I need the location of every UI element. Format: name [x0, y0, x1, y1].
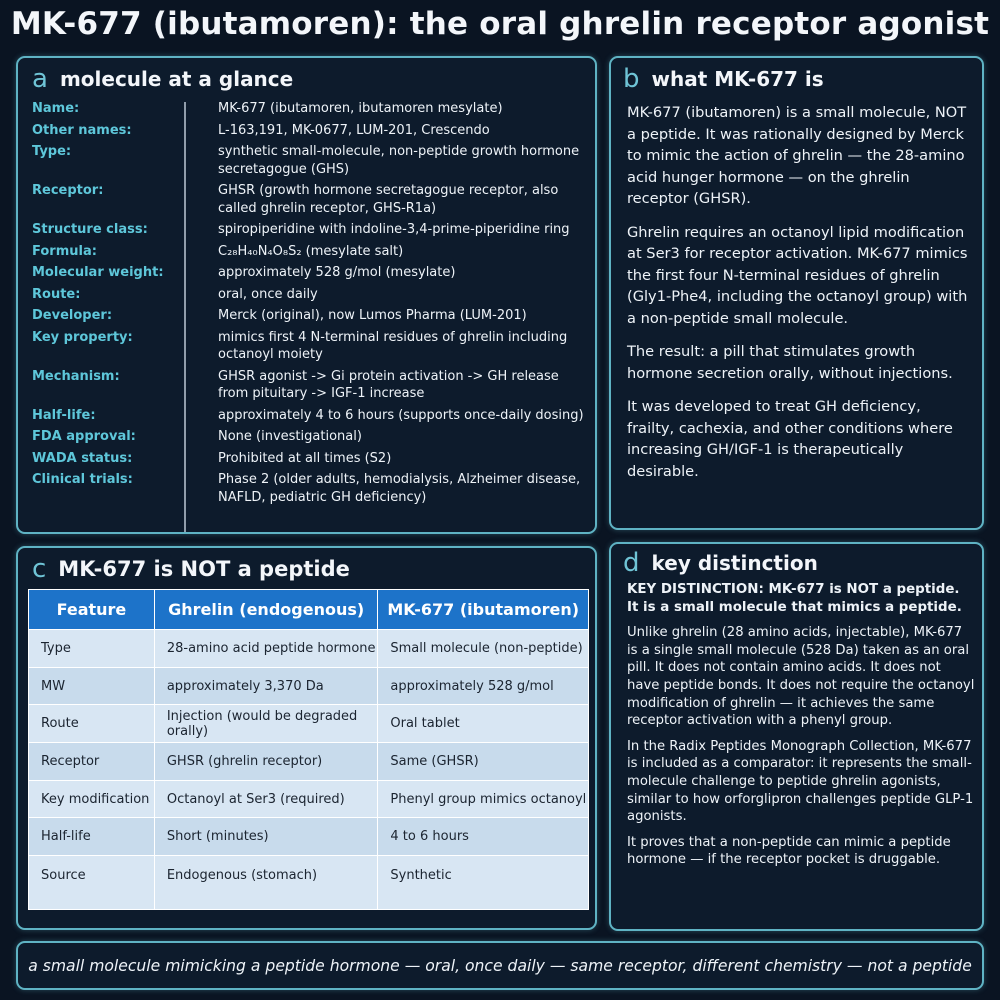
- table-cell: MW: [29, 667, 155, 705]
- property-value: approximately 528 g/mol (mesylate): [218, 265, 456, 280]
- table-row: [29, 780, 589, 818]
- comparison-table: [28, 589, 589, 910]
- property-row: [32, 368, 587, 403]
- property-row: [32, 471, 587, 506]
- table-cell: Receptor: [29, 743, 155, 781]
- table-cell: Key modification: [29, 780, 155, 818]
- table-cell: Octanoyl at Ser3 (required): [154, 780, 378, 818]
- table-cell: Source: [29, 856, 155, 910]
- property-key: Name:: [32, 101, 80, 116]
- property-value: oral, once daily: [218, 286, 318, 302]
- property-value: mimics first 4 N-terminal residues of ghrelin including octanoyl moiety: [218, 329, 568, 362]
- column-header: Feature: [29, 590, 155, 630]
- table-row: [29, 818, 589, 856]
- paragraph: In the Radix Peptides Monograph Collection, MK-677 is included as a comparator: it represents the small-molecule challenge to peptide ghrelin agonists, similar to how orforglipron challenges peptide GLP-1 agonists.: [627, 738, 974, 825]
- property-key: Receptor:: [32, 183, 104, 198]
- table-row: [29, 743, 589, 781]
- property-value: Phase 2 (older adults, hemodialysis, Alzheimer disease, NAFLD, pediatric GH deficiency): [218, 472, 581, 505]
- property-row: [32, 221, 587, 239]
- table-cell: Phenyl group mimics octanoyl: [378, 780, 589, 818]
- panel-header: [32, 64, 293, 94]
- panel-header: [32, 554, 350, 584]
- property-row: [32, 143, 587, 178]
- property-row: [32, 286, 587, 304]
- property-key: WADA status:: [32, 450, 133, 466]
- table-cell: Endogenous (stomach): [154, 856, 378, 910]
- property-row: [32, 264, 587, 282]
- panel-what-mk677-is: [609, 56, 984, 530]
- property-value: MK-677 (ibutamoren, ibutamoren mesylate): [218, 101, 503, 116]
- panel-not-a-peptide: [16, 546, 597, 930]
- property-key: Structure class:: [32, 222, 148, 237]
- property-value: synthetic small-molecule, non-peptide growth hormone secretagogue (GHS): [218, 144, 580, 177]
- panel-letter: a: [32, 64, 48, 94]
- property-key: Other names:: [32, 122, 132, 138]
- panel-body: [627, 581, 975, 877]
- table-cell: Injection (would be degraded orally): [154, 705, 378, 743]
- property-key: Mechanism:: [32, 368, 120, 384]
- property-value: C₂₈H₄₀N₄O₈S₂ (mesylate salt): [218, 243, 404, 259]
- table-cell: Route: [29, 705, 155, 743]
- property-key: Key property:: [32, 329, 133, 345]
- property-key: Formula:: [32, 243, 97, 259]
- property-row: [32, 307, 587, 325]
- property-key: FDA approval:: [32, 429, 136, 444]
- page-title: MK-677 (ibutamoren): the oral ghrelin receptor agonist: [10, 6, 990, 42]
- property-row: [32, 450, 587, 468]
- property-row: [32, 428, 587, 446]
- panel-letter: c: [32, 554, 47, 584]
- paragraph: Ghrelin requires an octanoyl lipid modification at Ser3 for receptor activation. MK-677 mimics the first four N-terminal residues of ghrelin (Gly1-Phe4, including the octanoyl group) with a non-peptide small molecule.: [627, 223, 968, 327]
- column-header: MK-677 (ibutamoren): [378, 590, 589, 630]
- table-cell: Type: [29, 630, 155, 668]
- table-row: [29, 630, 589, 668]
- panel-body: [627, 102, 972, 494]
- footer-banner: [16, 941, 984, 990]
- paragraph: MK-677 (ibutamoren) is a small molecule, NOT a peptide. It was rationally designed by Merck to mimic the action of ghrelin — the 28-amino acid hunger hormone — on the ghrelin receptor (GHSR).: [627, 104, 967, 207]
- property-list: [32, 100, 587, 506]
- property-value: GHSR agonist -> Gi protein activation -> GH release from pituitary -> IGF-1 increase: [218, 368, 559, 401]
- column-header: Ghrelin (endogenous): [154, 590, 378, 630]
- table-cell: Synthetic: [378, 856, 589, 910]
- footer-tagline: a small molecule mimicking a peptide hormone — oral, once daily — same receptor, different chemistry — not a peptide: [28, 956, 972, 975]
- table-row: [29, 667, 589, 705]
- property-value: L-163,191, MK-0677, LUM-201, Crescendo: [218, 122, 490, 138]
- property-value: GHSR (growth hormone secretagogue receptor, also called ghrelin receptor, GHS-R1a): [218, 183, 559, 216]
- property-value: spiropiperidine with indoline-3,4-prime-piperidine ring: [218, 222, 570, 237]
- property-key: Molecular weight:: [32, 265, 164, 280]
- panel-molecule-at-a-glance: [16, 56, 597, 534]
- panel-header: [623, 64, 824, 94]
- panel-heading: what MK-677 is: [651, 67, 824, 91]
- table-cell: 4 to 6 hours: [378, 818, 589, 856]
- property-row: [32, 329, 587, 364]
- paragraph: It proves that a non-peptide can mimic a peptide hormone — if the receptor pocket is druggable.: [627, 834, 951, 868]
- property-key: Type:: [32, 144, 72, 159]
- property-key: Half-life:: [32, 407, 96, 423]
- property-row: [32, 243, 587, 261]
- paragraph: It was developed to treat GH deficiency, frailty, cachexia, and other conditions where increasing GH/IGF-1 is therapeutically desirable.: [627, 398, 953, 480]
- property-value: Prohibited at all times (S2): [218, 450, 392, 466]
- paragraph: The result: a pill that stimulates growth hormone secretion orally, without injections.: [627, 343, 953, 382]
- panel-heading: molecule at a glance: [59, 67, 294, 91]
- property-row: [32, 100, 587, 118]
- table-cell: approximately 3,370 Da: [154, 667, 378, 705]
- panel-letter: d: [623, 548, 640, 578]
- property-row: [32, 407, 587, 425]
- table-row: [29, 856, 589, 910]
- table-cell: Same (GHSR): [378, 743, 589, 781]
- table-cell: Oral tablet: [378, 705, 589, 743]
- table-cell: 28-amino acid peptide hormone: [154, 630, 378, 668]
- property-value: None (investigational): [218, 429, 362, 444]
- paragraph: Unlike ghrelin (28 amino acids, injectable), MK-677 is a single small molecule (528 Da) taken as an oral pill. It does not contain amino acids. It does not have peptide bonds. It does not require the octanoyl modification of ghrelin — it achieves the same receptor activation with a phenyl group.: [627, 625, 975, 729]
- panel-heading: key distinction: [651, 551, 818, 575]
- table-header-row: [29, 590, 589, 630]
- property-row: [32, 122, 587, 140]
- table-cell: Small molecule (non-peptide): [378, 630, 589, 668]
- table-row: [29, 705, 589, 743]
- table-cell: GHSR (ghrelin receptor): [154, 743, 378, 781]
- table-cell: approximately 528 g/mol: [378, 667, 589, 705]
- panel-letter: b: [623, 64, 640, 94]
- property-key: Route:: [32, 286, 81, 302]
- table-cell: Short (minutes): [154, 818, 378, 856]
- panel-header: [623, 548, 818, 578]
- property-key: Developer:: [32, 308, 113, 323]
- panel-key-distinction: [609, 542, 984, 931]
- paragraph: KEY DISTINCTION: MK-677 is NOT a peptide. It is a small molecule that mimics a peptide.: [627, 582, 962, 615]
- panel-heading: MK-677 is NOT a peptide: [58, 557, 350, 581]
- table-cell: Half-life: [29, 818, 155, 856]
- property-key: Clinical trials:: [32, 472, 133, 487]
- property-row: [32, 182, 587, 217]
- property-value: approximately 4 to 6 hours (supports once-daily dosing): [218, 407, 584, 423]
- property-value: Merck (original), now Lumos Pharma (LUM-201): [218, 308, 527, 323]
